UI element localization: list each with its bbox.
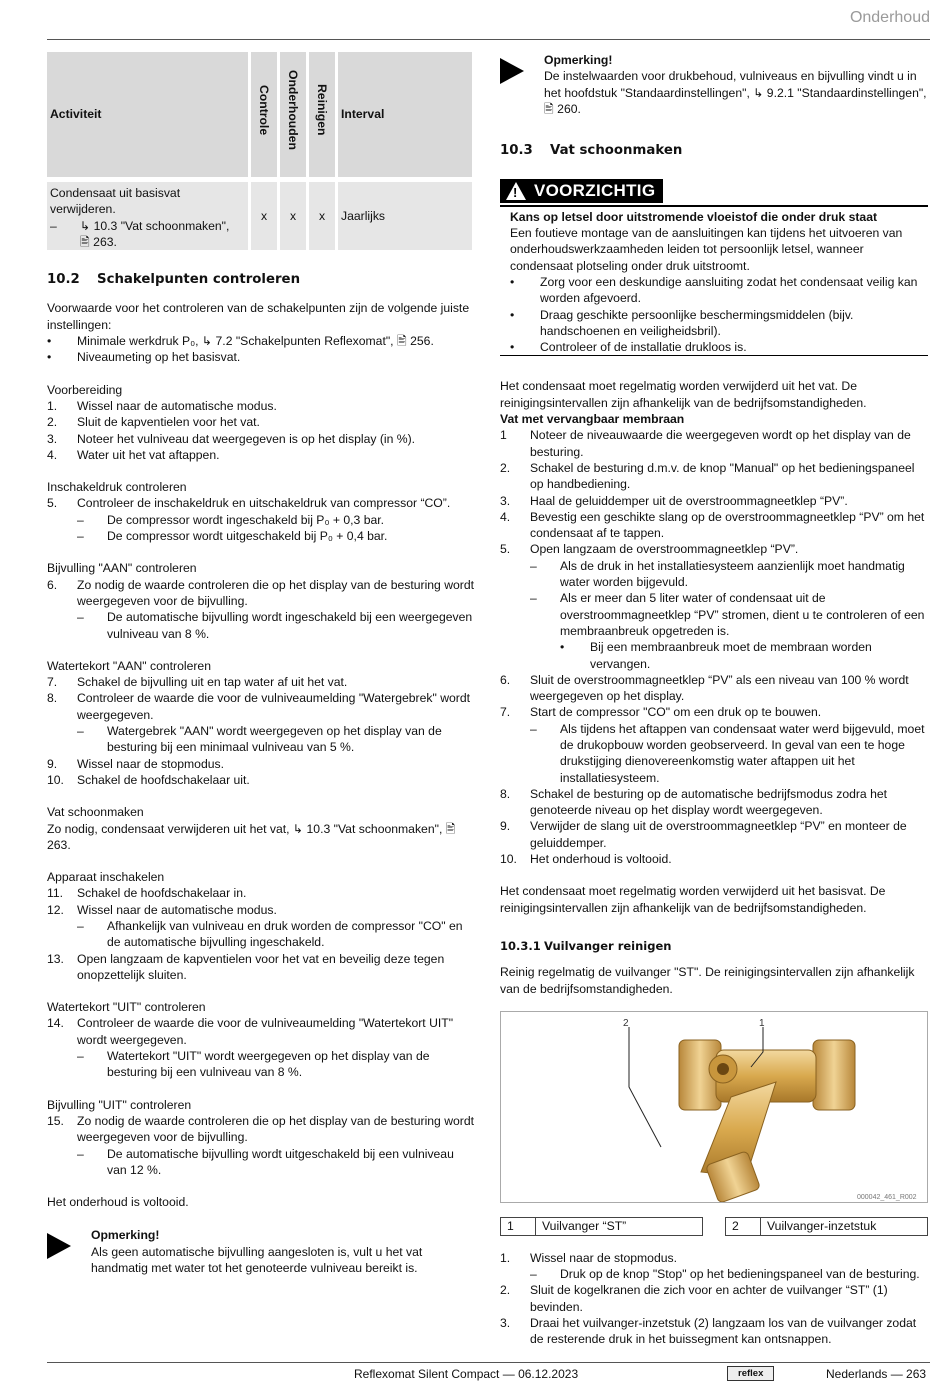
list-item: • Zorg voor een deskundige aansluiting zodat het condensaat veilig kan worden afgevoerd. — [510, 274, 918, 306]
warning-icon: ! — [506, 182, 526, 200]
cell-controle: x — [251, 182, 277, 250]
col-controle: Controle — [251, 52, 277, 182]
list-item: 5. Open langzaam de overstroommagneetklep “PV”. — [500, 542, 799, 557]
list-item: 5. Controleer de inschakeldruk en uitschakeldruk van compressor “CO”. — [47, 496, 451, 511]
group-title-bijvulling-uit: Bijvulling "UIT" controleren — [47, 1097, 192, 1112]
note-text: De instelwaarden voor drukbehoud, vulniveaus en bijvulling vindt u in het hoofdstuk "Standaardinstellingen", ↳ 9.2.1 "Standaardinstellingen", 🖹 260. — [544, 69, 927, 116]
list-item: 14. Controleer de waarde die voor de vulniveaumelding "Watertekort UIT" wordt weergegeven. — [47, 1016, 454, 1047]
list-item: 1. Wissel naar de stopmodus. — [500, 1250, 677, 1265]
list-item: 7. Start de compressor "CO" om een druk op te bouwen. — [500, 705, 822, 720]
strainer-illustration — [501, 1012, 927, 1202]
intro-text: Voorwaarde voor het controleren van de schakelpunten zijn de volgende juiste instellingen: — [47, 301, 470, 332]
paragraph: Het condensaat moet regelmatig worden verwijderd uit het basisvat. De reinigingsintervallen zijn afhankelijk van de bedrijfsomstandigheden. — [500, 884, 886, 915]
cell-onderhouden: x — [280, 182, 306, 250]
list-item: 6. Zo nodig de waarde controleren die op het display van de besturing wordt weergegeven voor de bijvulling. — [47, 577, 475, 608]
list-item: 9. Verwijder de slang uit de overstroommagneetklep “PV” en monteer de geluiddemper. — [500, 819, 907, 850]
list-item: 11. Schakel de hoofdschakelaar in. — [47, 886, 247, 901]
sub-list-item: – De compressor wordt uitgeschakeld bij P₀ + 0,4 bar. — [77, 529, 388, 544]
note-arrow-icon — [500, 52, 544, 117]
cell-reinigen: x — [309, 182, 335, 250]
left-column — [47, 52, 475, 1276]
list-item: 2. Sluit de kapventielen voor het vat. — [47, 415, 260, 430]
legend-item: 1 Vuilvanger “ST” — [500, 1217, 703, 1236]
sub-list-item: – De automatische bijvulling wordt ingeschakeld bij een weergegeven vulniveau van 8 %. — [77, 610, 473, 641]
list-item: 3. Noteer het vulniveau dat weergegeven is op het display (in %). — [47, 431, 416, 446]
sub-list-item: – Watertekort "UIT" wordt weergegeven op het display van de besturing bij een vulniveau van 8 %. — [77, 1049, 430, 1080]
list-item: • Niveaumeting op het basisvat. — [47, 350, 241, 365]
table-row — [47, 182, 472, 250]
footer-document: Reflexomat Silent Compact — 06.12.2023 — [354, 1367, 579, 1381]
footer-rule — [47, 1362, 930, 1363]
note-text: Als geen automatische bijvulling aangesloten is, vult u het vat handmatig met water tot het genoteerde vulniveau bereikt is. — [91, 1244, 423, 1276]
list-item: 8. Schakel de besturing op de automatische bedrijfsmodus zodra het genoteerde niveau op het display wordt weergegeven. — [500, 786, 888, 818]
col-activiteit: Activiteit — [47, 52, 248, 182]
list-item: • Draag geschikte persoonlijke beschermingsmiddelen (bijv. handschoenen en veiligheidsbril). — [510, 307, 854, 338]
section-10-3-1-heading: 10.3.1 Vuilvanger reinigen — [500, 938, 672, 953]
group-title-inschakeldruk: Inschakeldruk controleren — [47, 480, 187, 495]
list-item: 12. Wissel naar de automatische modus. — [47, 902, 277, 917]
col-reinigen: Reinigen — [309, 52, 335, 182]
sub-list-item: – Watergebrek "AAN" wordt weergegeven op het display van de besturing bij een minimaal vulniveau van 5 %. — [77, 724, 442, 755]
sub-list-item: – Als er meer dan 5 liter water of condensaat uit de overstroommagneetklep “PV” stromen, dient u te controleren of een membraanbreuk opgetreden is. — [530, 591, 925, 638]
caution-heading: Kans op letsel door uitstromende vloeistof die onder druk staat — [510, 209, 878, 224]
caution-badge: ! VOORZICHTIG — [500, 179, 663, 203]
list-item: 13. Open langzaam de kapventielen voor het vat en beveilig deze tegen onopzettelijk sluiten. — [47, 951, 445, 982]
right-column — [500, 52, 928, 1348]
header-rule — [47, 39, 930, 40]
note-arrow-icon — [47, 1227, 91, 1276]
group-title-vat-schoonmaken: Vat schoonmaken — [47, 805, 144, 820]
reflex-logo: reflex — [727, 1366, 774, 1381]
note-title: Opmerking! — [91, 1228, 160, 1243]
list-item: 2. Schakel de besturing d.m.v. de knop "Manual" op het bedieningspaneel op handbediening. — [500, 460, 915, 492]
sub-list-item: – De automatische bijvulling wordt uitgeschakeld bij een vulniveau van 12 %. — [77, 1146, 454, 1177]
list-item: 10. Schakel de hoofdschakelaar uit. — [47, 772, 250, 787]
section-10-3-heading: 10.3 Vat schoonmaken — [500, 143, 683, 159]
strainer-figure — [500, 1011, 928, 1203]
figure-code: 000042_461_R002 — [857, 1193, 917, 1201]
list-item: 1. Wissel naar de automatische modus. — [47, 398, 277, 413]
caution-block — [500, 179, 928, 356]
cell-activity: Condensaat uit basisvat verwijderen. – ↳ 10.3 "Vat schoonmaken", 🖹 263. — [47, 182, 248, 250]
callout-1: 1 — [759, 1017, 765, 1029]
list-item: 15. Zo nodig de waarde controleren die op het display van de besturing wordt weergegeven voor de bijvulling. — [47, 1113, 475, 1145]
done-text: Het onderhoud is voltooid. — [47, 1195, 189, 1210]
list-item: 9. Wissel naar de stopmodus. — [47, 756, 224, 771]
paragraph: Het condensaat moet regelmatig worden verwijderd uit het vat. De reinigingsintervallen zijn afhankelijk van de bedrijfsomstandigheden. — [500, 379, 867, 410]
note-box — [500, 52, 928, 117]
sub-list-item: – Als de druk in het installatiesysteem aanzienlijk moet handmatig water worden bijgevuld. — [530, 558, 905, 590]
list-item: 7. Schakel de bijvulling uit en tap water af uit het vat. — [47, 675, 348, 690]
group-title-bijvulling-aan: Bijvulling "AAN" controleren — [47, 561, 197, 576]
list-item: 6. Sluit de overstroommagneetklep “PV” als een niveau van 100 % wordt weergegeven op het display. — [500, 672, 909, 704]
table-header-row — [47, 52, 472, 182]
section-10-2-heading: 10.2 Schakelpunten controleren — [47, 272, 301, 288]
group-title-apparaat-inschakelen: Apparaat inschakelen — [47, 870, 165, 885]
list-item: 3. Draai het vuilvanger-inzetstuk (2) langzaam los van de vuilvanger zodat de resterende druk in het buissegment kan ontsnappen. — [500, 1316, 917, 1347]
sub-list-item: – Afhankelijk van vulniveau en druk worden de compressor "CO" en de automatische bijvulling ingeschakeld. — [77, 918, 463, 950]
col-onderhouden: Onderhouden — [280, 52, 306, 182]
sub-sub-list-item: • Bij een membraanbreuk moet de membraan worden vervangen. — [560, 640, 872, 671]
membrane-title: Vat met vervangbaar membraan — [500, 412, 685, 427]
col-interval: Interval — [338, 52, 472, 182]
note-box — [47, 1227, 475, 1276]
sub-list-item: – De compressor wordt ingeschakeld bij P₀ + 0,3 bar. — [77, 512, 385, 527]
group-title-watertekort-aan: Watertekort "AAN" controleren — [47, 658, 211, 673]
caution-text: Een foutieve montage van de aansluitingen kan tijdens het uitvoeren van onderhoudswerkzaamheden leiden tot persoonlijk letsel, wanneer condensaat plotseling onder druk uitstroomt. — [510, 226, 903, 273]
list-item: 4. Water uit het vat aftappen. — [47, 447, 220, 462]
paragraph: Reinig regelmatig de vuilvanger "ST". De reinigingsintervallen zijn afhankelijk van de bedrijfsomstandigheden. — [500, 965, 915, 996]
legend-item: 2 Vuilvanger-inzetstuk — [725, 1217, 928, 1236]
footer-language-page: Nederlands — 263 — [826, 1367, 927, 1381]
page-section-title: Onderhoud — [849, 9, 930, 26]
vat-schoonmaken-text: Zo nodig, condensaat verwijderen uit het vat, ↳ 10.3 "Vat schoonmaken", 🖹 263. — [47, 821, 456, 852]
list-item: • Controleer of de installatie drukloos is. — [510, 340, 747, 355]
cell-interval: Jaarlijks — [338, 182, 472, 250]
list-item: 3. Haal de geluiddemper uit de overstroommagneetklep “PV”. — [500, 493, 848, 508]
note-title: Opmerking! — [544, 53, 613, 67]
list-item: • Minimale werkdruk P₀, ↳ 7.2 "Schakelpunten Reflexomat", 🖹 256. — [47, 334, 434, 349]
group-title-voorbereiding: Voorbereiding — [47, 382, 123, 397]
figure-legend — [500, 1217, 928, 1236]
group-title-watertekort-uit: Watertekort "UIT" controleren — [47, 1000, 206, 1015]
list-item: 2. Sluit de kogelkranen die zich voor en achter de vuilvanger “ST” (1) bevinden. — [500, 1283, 888, 1314]
list-item: 10. Het onderhoud is voltooid. — [500, 852, 672, 867]
callout-2: 2 — [623, 1017, 629, 1029]
list-item: 4. Bevestig een geschikte slang op de overstroommagneetklep “PV” om het condensaat af te tappen. — [500, 509, 925, 541]
list-item: 1 Noteer de niveauwaarde die weergegeven wordt op het display van de besturing. — [500, 428, 911, 459]
list-item: 8. Controleer de waarde die voor de vulniveaumelding "Watergebrek" wordt weergegeven. — [47, 691, 470, 722]
sub-list-item: – Druk op de knop "Stop" op het bedieningspaneel van de besturing. — [530, 1267, 920, 1282]
maintenance-table — [44, 52, 475, 250]
sub-list-item: – Als tijdens het aftappen van condensaat water werd bijgevuld, moet de drukopbouw worden geobserveerd. In geval van een te hoge drukstijging dienovereenkomstig water aftappen uit het installatiesysteem. — [530, 721, 925, 785]
